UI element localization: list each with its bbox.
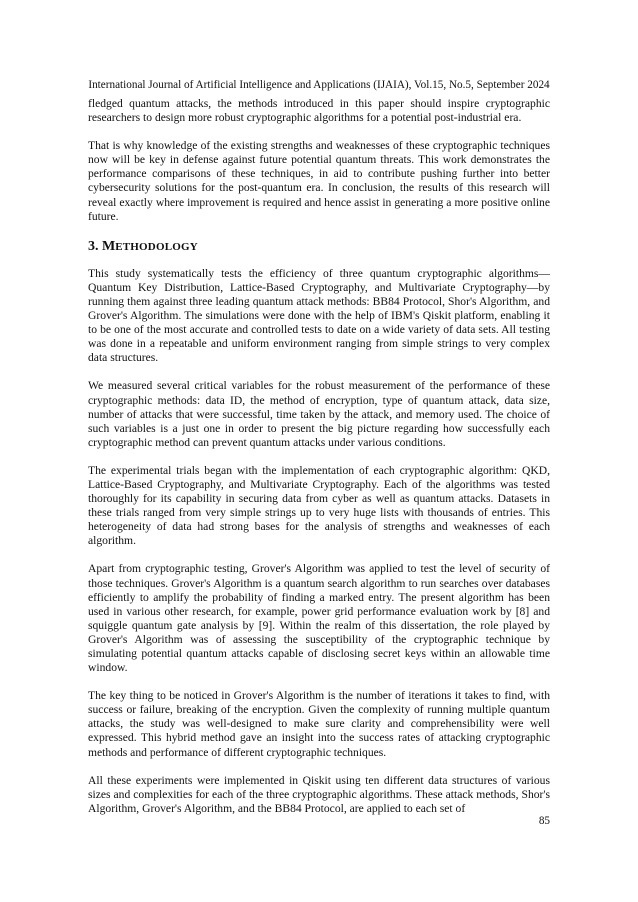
running-header: International Journal of Artificial Intelligence and Applications (IJAIA), Vol.15, No.5, September 2024 <box>88 79 550 91</box>
section-number: 3. <box>88 238 99 254</box>
section-title-rest: ETHODOLOGY <box>115 240 198 253</box>
paragraph: This study systematically tests the efficiency of three quantum cryptographic algorithms—Quantum Key Distribution, Lattice-Based Cryptography, and Multivariate Cryptography—by running them against three leading quantum attack methods: BB84 Protocol, Shor's Algorithm, and Grover's Algorithm. The simulations were done with the help of IBM's Qiskit platform, enabling it to be one of the most accurate and controlled tests to date on a wide variety of data sets. All testing was done in a repeatable and uniform environment ranging from simple strings to very complex data structures. <box>88 266 550 365</box>
section-title-initial: M <box>102 238 116 254</box>
paragraph: That is why knowledge of the existing strengths and weaknesses of these cryptographic techniques now will be key in defense against future potential quantum threats. This work demonstrates the performance comparisons of these techniques, in aid to contribute pushing further into better cybersecurity solutions for the post-quantum era. In conclusion, the results of this research will reveal exactly where improvement is required and hence assist in generating a more positive online future. <box>88 139 550 223</box>
section-heading <box>88 238 550 256</box>
body-text <box>88 97 550 830</box>
paragraph: Apart from cryptographic testing, Grover's Algorithm was applied to test the level of security of those techniques. Grover's Algorithm is a quantum search algorithm to run searches over databases efficiently to amplify the probability of finding a marked entry. The present algorithm has been used in various other research, for example, power grid performance evaluation work by [8] and squiggle quantum gate analysis by [9]. Within the realm of this dissertation, the role played by Grover's Algorithm was of assessing the susceptibility of the cryptographic technique by simulating potential quantum attacks capable of disclosing secret keys within an allowable time window. <box>88 562 550 675</box>
paragraph: The experimental trials began with the implementation of each cryptographic algorithm: QKD, Lattice-Based Cryptography, and Multivariate Cryptography. Each of the algorithms was tested thoroughly for its capability in securing data from cyber as well as quantum attacks. Datasets in these trials ranged from very simple strings up to very huge lists with thousands of entries. This heterogeneity of data had strong bases for the analysis of strengths and weaknesses of each algorithm. <box>88 463 550 548</box>
paragraph: All these experiments were implemented in Qiskit using ten different data structures of various sizes and complexities for each of the three cryptographic algorithms. These attack methods, Shor's Algorithm, Grover's Algorithm, and the BB84 Protocol, are applied to each set of <box>88 773 550 815</box>
paragraph: The key thing to be noticed in Grover's Algorithm is the number of iterations it takes to find, with success or failure, breaking of the encryption. Given the complexity of running multiple quantum attacks, the study was well-designed to make sure clarity and comprehensibility were well expressed. This hybrid method gave an insight into the success rates of attacking cryptographic methods and performance of different cryptographic techniques. <box>88 689 550 759</box>
paragraph: We measured several critical variables for the robust measurement of the performance of these cryptographic methods: data ID, the method of encryption, type of quantum attack, data size, number of attacks that were successful, time taken by the attack, and memory used. The choice of such variables is a just one in order to present the big picture regarding how successfully each cryptographic method can prevent quantum attacks under various conditions. <box>88 379 550 449</box>
page-number: 85 <box>538 815 550 827</box>
paragraph: fledged quantum attacks, the methods introduced in this paper should inspire cryptographic researchers to design more robust cryptographic algorithms for a potential post-industrial era. <box>88 97 550 125</box>
